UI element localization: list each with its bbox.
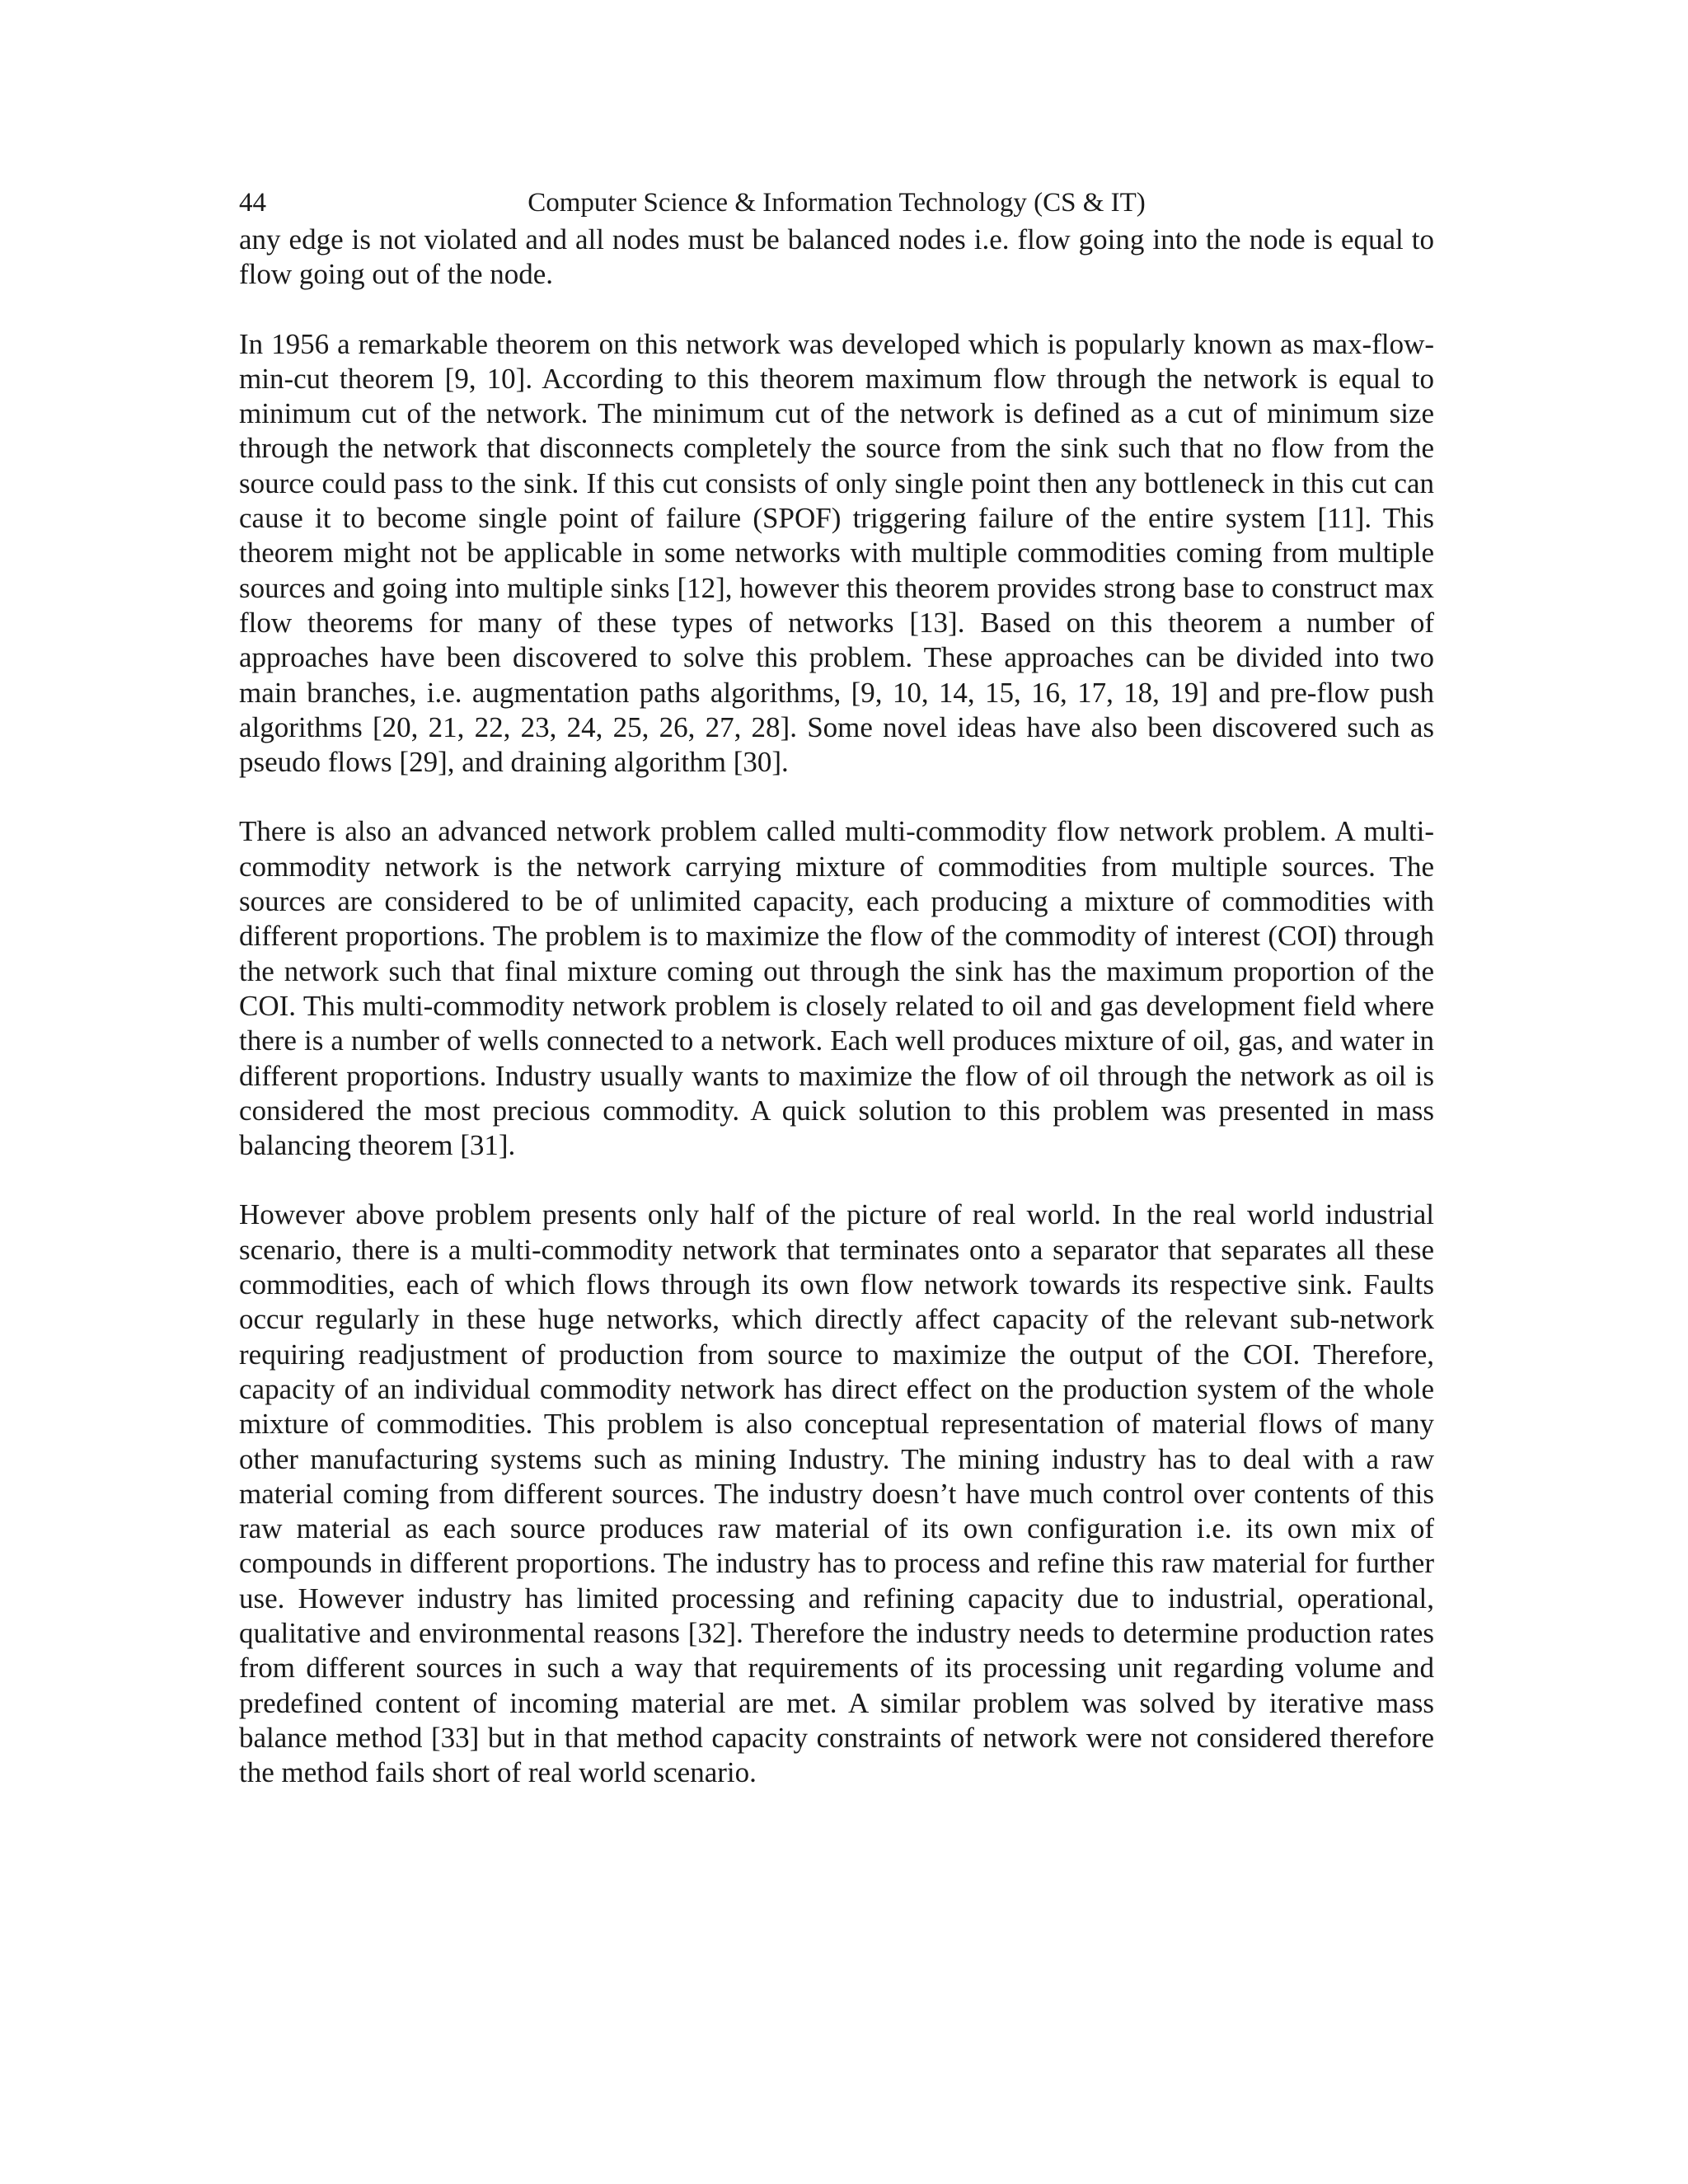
running-header xyxy=(239,183,1434,223)
page xyxy=(239,183,1434,1825)
body-text xyxy=(239,223,1434,1790)
paragraph-max-flow-min-cut: In 1956 a remarkable theorem on this network was developed which is popularly known as max-flow-min-cut theorem [9, 10]. According to this theorem maximum flow through the network is equal to minimum cut of the network. The minimum cut of the network is defined as a cut of minimum size through the network that disconnects completely the source from the sink such that no flow from the source could pass to the sink. If this cut consists of only single point then any bottleneck in this cut can cause it to become single point of failure (SPOF) triggering failure of the entire system [11]. This theorem might not be applicable in some networks with multiple commodities coming from multiple sources and going into multiple sinks [12], however this theorem provides strong base to construct max flow theorems for many of these types of networks [13]. Based on this theorem a number of approaches have been discovered to solve this problem. These approaches can be divided into two main branches, i.e. augmentation paths algorithms, [9, 10, 14, 15, 16, 17, 18, 19] and pre-flow push algorithms [20, 21, 22, 23, 24, 25, 26, 27, 28]. Some novel ideas have also been discovered such as pseudo flows [29], and draining algorithm [30]. xyxy=(239,327,1434,779)
paragraph-flow-constraints: any edge is not violated and all nodes must be balanced nodes i.e. flow going into the node is equal to flow going out of the node. xyxy=(239,223,1434,291)
page-number: 44 xyxy=(239,188,266,218)
paragraph-real-world-scenario: However above problem presents only half of the picture of real world. In the real world industrial scenario, there is a multi-commodity network that terminates onto a separator that separates all these commodities, each of which flows through its own flow network towards its respective sink. Faults occur regularly in these huge networks, which directly affect capacity of the relevant sub-network requiring readjustment of production from source to maximize the output of the COI. Therefore, capacity of an individual commodity network has direct effect on the production system of the whole mixture of commodities. This problem is also conceptual representation of material flows of many other manufacturing systems such as mining Industry. The mining industry has to deal with a raw material coming from different sources. The industry doesn’t have much control over contents of this raw material as each source produces raw material of its own configuration i.e. its own mix of compounds in different proportions. The industry has to process and refine this raw material for further use. However industry has limited processing and refining capacity due to industrial, operational, qualitative and environmental reasons [32]. Therefore the industry needs to determine production rates from different sources in such a way that requirements of its processing unit regarding volume and predefined content of incoming material are met. A similar problem was solved by iterative mass balance method [33] but in that method capacity constraints of network were not considered therefore the method fails short of real world scenario. xyxy=(239,1198,1434,1789)
journal-title: Computer Science & Information Technology (CS & IT) xyxy=(528,188,1146,218)
paragraph-multi-commodity: There is also an advanced network problem called multi-commodity flow network problem. A multi-commodity network is the network carrying mixture of commodities from multiple sources. The sources are considered to be of unlimited capacity, each producing a mixture of commodities with different proportions. The problem is to maximize the flow of the commodity of interest (COI) through the network such that final mixture coming out through the sink has the maximum proportion of the COI. This multi-commodity network problem is closely related to oil and gas development field where there is a number of wells connected to a network. Each well produces mixture of oil, gas, and water in different proportions. Industry usually wants to maximize the flow of oil through the network as oil is considered the most precious commodity. A quick solution to this problem was presented in mass balancing theorem [31]. xyxy=(239,815,1434,1162)
